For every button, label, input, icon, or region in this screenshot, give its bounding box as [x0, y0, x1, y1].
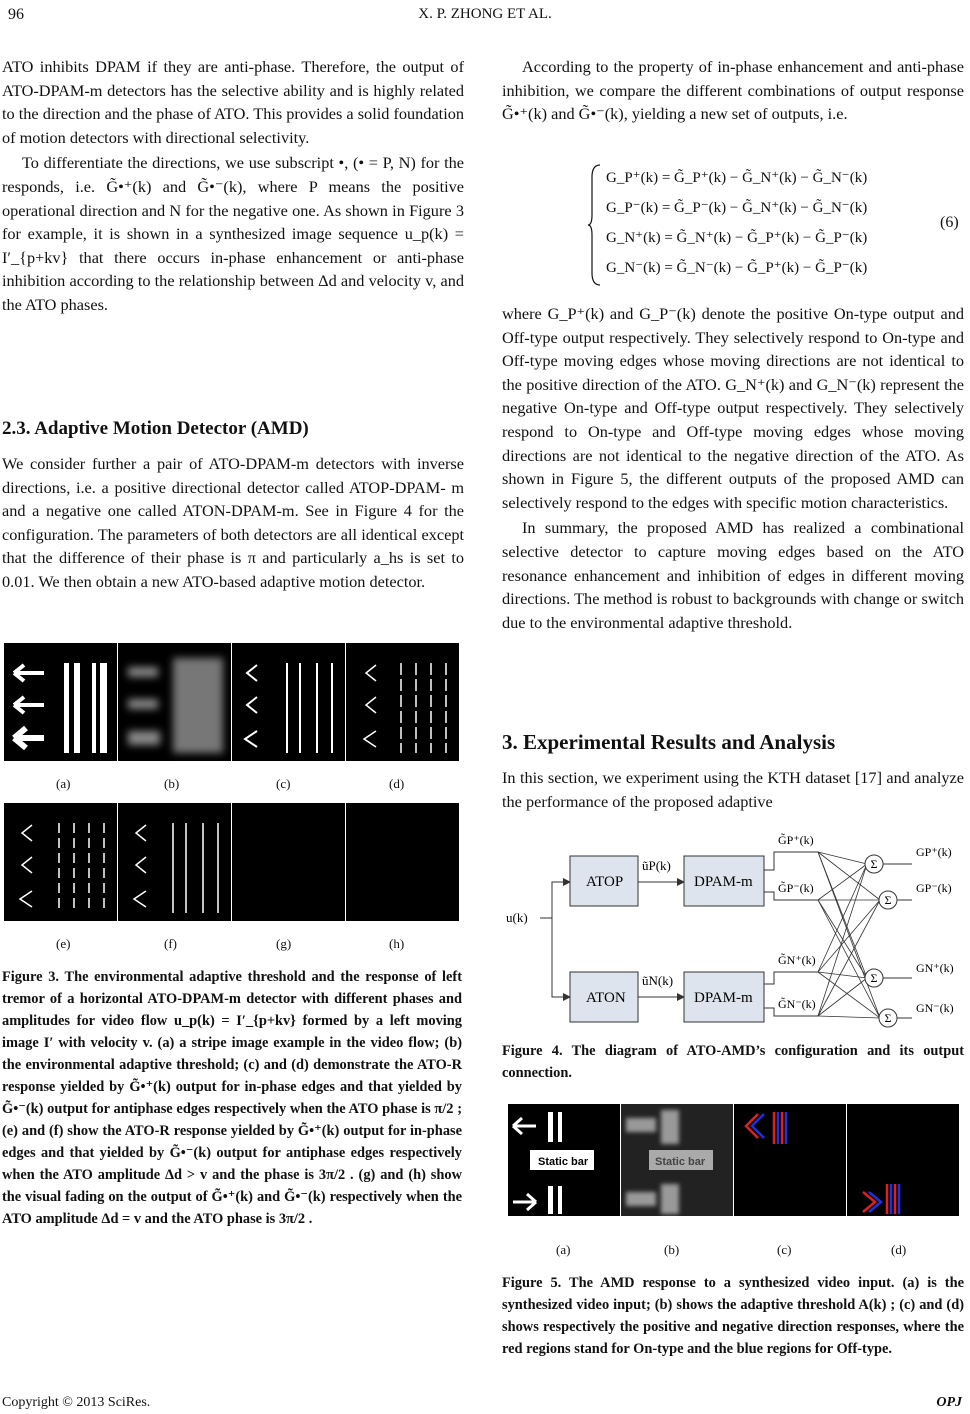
fig4-dpam-n-label: DPAM-m — [694, 990, 753, 1006]
paragraph: where G_P⁺(k) and G_P⁻(k) denote the positive On-type output and Off-type output respectively. They selectively respond to On-type and Off-type moving edges whose moving directions are not identical to the positive direction of the ATO. G_N⁺(k) and G_N⁻(k) represent the negative On-type and Off-type output respectively. They selectively respond to On-type and Off-type moving edges whose moving directions are not identical to the negative direction of the ATO. As shown in Figure 5, the different outputs of the proposed AMD can selectively respond to the edges with specific motion characteristics. — [502, 304, 964, 512]
running-head: X. P. ZHONG ET AL. — [418, 6, 552, 22]
page-header — [0, 0, 970, 40]
fig4-input-label: u(k) — [506, 910, 528, 925]
fig3-panel-e — [4, 803, 117, 921]
equation-line: G_P⁺(k) = G̃_P⁺(k) − G̃_N⁺(k) − G̃_N⁻(k) — [606, 170, 868, 186]
fig4-out-n-plus: GN⁺(k) — [916, 961, 954, 975]
fig5-label: (c) — [777, 1242, 792, 1257]
fig3-panel-b — [118, 643, 231, 761]
paragraph: According to the property of in-phase enhancement and anti-phase inhibition, we compare the different combinations of output response G̃•⁺(k) and G̃•⁻(k), yielding a new set of outputs, i.e. — [502, 57, 964, 124]
svg-text:Σ: Σ — [870, 971, 878, 985]
fig5-panel-b — [621, 1104, 733, 1216]
right-column-text — [502, 302, 964, 634]
fig3-panel-f — [118, 803, 231, 921]
right-column-section — [502, 766, 964, 813]
fig3-label: (a) — [56, 776, 71, 791]
paragraph: To differentiate the directions, we use subscript •, (• = P, N) for the responds, i.e. G̃•⁺(k) and G̃•⁻(k), where P means the positive operational direction and N for the negative one. As shown in Figure 3 for example, it is shown in a synthesized image sequence u_p(k) = I′_{p+kv} that there occurs in-phase enhancement or anti-phase inhibition according to the relationship between Δd and velocity v, and the ATO phases. — [2, 153, 464, 314]
fig4-gtp-minus: G̃P⁻(k) — [778, 881, 814, 895]
figure3-top-row — [4, 643, 460, 761]
fig5-label: (a) — [556, 1242, 571, 1257]
paragraph: In summary, the proposed AMD has realized a combinational selective detector to capture moving edges based on the ATO resonance enhancement and inhibition of edges in different moving directions. The method is robust to backgrounds with change or switch due to the environmental adaptive threshold. — [502, 518, 964, 632]
fig3-label: (g) — [276, 936, 292, 951]
fig3-label: (b) — [164, 776, 180, 791]
equation-line: G_N⁺(k) = G̃_N⁺(k) − G̃_P⁺(k) − G̃_P⁻(k) — [606, 230, 868, 246]
fig5-static-bar-label: Static bar — [655, 1156, 706, 1168]
fig3-label: (c) — [276, 776, 291, 791]
fig4-out-n-minus: GN⁻(k) — [916, 1001, 954, 1015]
fig4-dpam-p-label: DPAM-m — [694, 874, 753, 890]
svg-text:Σ: Σ — [870, 857, 878, 871]
fig3-label: (d) — [389, 776, 405, 791]
fig4-atop-label: ATOP — [586, 874, 624, 890]
page-number: 96 — [8, 6, 24, 23]
fig4-gtp-plus: G̃P⁺(k) — [778, 833, 814, 847]
copyright: Copyright © 2013 SciRes. — [2, 1395, 151, 1410]
figure3-bottom-row — [4, 803, 460, 921]
figure5-caption: Figure 5. The AMD response to a synthesized video input. (a) is the synthesized video input; (b) shows the adaptive threshold A(k) ; (c) and (d) shows respectively the positive and negative direction responses, where the red regions stand for On-type and the blue regions for Off-type. — [502, 1275, 964, 1357]
fig4-up-label: ũP(k) — [642, 858, 671, 873]
fig5-label: (b) — [664, 1242, 680, 1257]
svg-text:Σ: Σ — [884, 1011, 892, 1025]
fig3-panel-h — [346, 803, 459, 921]
fig5-label: (d) — [891, 1242, 907, 1257]
svg-text:Σ: Σ — [884, 893, 892, 907]
equation-line: G_N⁻(k) = G̃_N⁻(k) − G̃_P⁺(k) − G̃_P⁻(k) — [606, 260, 868, 276]
section-title: 2.3. Adaptive Motion Detector (AMD) — [2, 418, 309, 439]
figure4-caption: Figure 4. The diagram of ATO-AMD’s configuration and its output connection. — [502, 1043, 964, 1081]
journal-name: OPJ — [936, 1395, 962, 1410]
fig4-aton-label: ATON — [586, 990, 626, 1006]
fig3-label: (e) — [56, 936, 71, 951]
paragraph: In this section, we experiment using the KTH dataset [17] and analyze the performance of the proposed adaptive — [502, 768, 964, 811]
paragraph: We consider further a pair of ATO-DPAM-m detectors with inverse directions, i.e. a positive directional detector called ATOP-DPAM- m and a negative one called ATON-DPAM-m. See in Figure 4 for the configuration. The parameters of both detectors are all identical except that the difference of their phase is π and particularly a_hs is set to 0.01. We then obtain a new ATO-based adaptive motion detector. — [2, 454, 464, 591]
fig3-label: (f) — [164, 936, 177, 951]
fig3-panel-c — [232, 643, 345, 761]
fig3-label: (h) — [389, 936, 405, 951]
fig4-out-p-plus: GP⁺(k) — [916, 845, 952, 859]
fig5-panel-a — [508, 1104, 620, 1216]
paragraph: ATO inhibits DPAM if they are anti-phase. Therefore, the output of ATO-DPAM-m detectors has the selective ability and is highly related to the direction and the phase of ATO. This provides a solid foundation of motion detectors with directional selectivity. — [2, 57, 464, 147]
fig5-panel-c — [734, 1104, 846, 1216]
fig5-static-bar-label: Static bar — [538, 1156, 589, 1168]
fig5-panel-d — [847, 1104, 959, 1216]
fig4-out-p-minus: GP⁻(k) — [916, 881, 952, 895]
figure5-row — [508, 1104, 960, 1216]
fig3-panel-g — [232, 803, 345, 921]
fig4-un-label: ũN(k) — [642, 973, 674, 988]
right-column — [502, 55, 964, 126]
fig4-gtn-plus: G̃N⁺(k) — [778, 953, 816, 967]
figure4-diagram — [502, 812, 964, 1030]
equation-6 — [592, 163, 892, 283]
fig3-panel-d — [346, 643, 459, 761]
equation-number: (6) — [940, 214, 959, 231]
figure3-caption: Figure 3. The environmental adaptive threshold and the response of left tremor of a horizontal ATO-DPAM-m detector with different phases and amplitudes for video flow u_p(k) = I′_{p+kv} formed by a left moving image I′ with velocity v. (a) a stripe image example in the video flow; (b) the environmental adaptive threshold; (c) and (d) demonstrate the ATO-R response yielded by G̃•⁺(k) output for in-phase edges and that yielded by G̃•⁻(k) output for antiphase edges respectively when the ATO phase is π/2 ; (e) and (f) show the ATO-R response yielded by G̃•⁺(k) output for in-phase edges and that yielded by G̃•⁻(k) output for antiphase edges respectively when the ATO amplitude Δd > v and the phase is 3π/2 . (g) and (h) show the visual fading on the output of G̃•⁺(k) and G̃•⁻(k) respectively when the ATO amplitude Δd = v and the ATO phase is 3π/2 . — [2, 969, 462, 1227]
fig3-panel-a — [4, 643, 117, 761]
equation-brace — [588, 163, 602, 287]
equation-line: G_P⁻(k) = G̃_P⁻(k) − G̃_N⁺(k) − G̃_N⁻(k) — [606, 200, 868, 216]
left-column — [2, 55, 464, 317]
section-title: 3. Experimental Results and Analysis — [502, 730, 836, 754]
fig4-gtn-minus: G̃N⁻(k) — [778, 997, 816, 1011]
left-column-section — [2, 452, 464, 594]
